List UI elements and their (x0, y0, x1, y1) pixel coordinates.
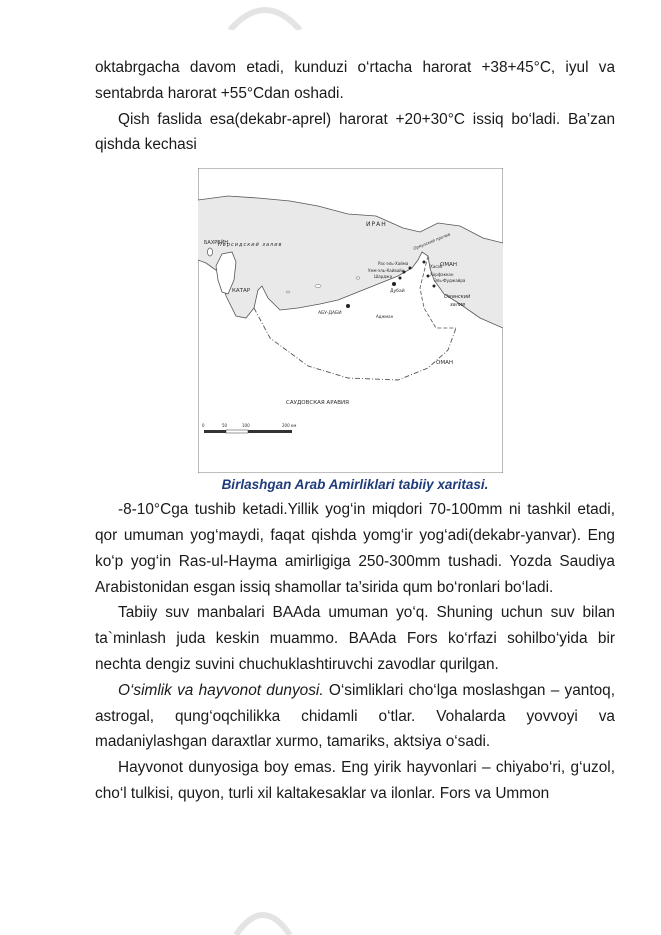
label-abu-dhabi: АБУ-ДАБИ (318, 311, 342, 317)
paragraph-5 (95, 678, 615, 755)
document-page (95, 55, 615, 807)
section-term: O‘simlik va hayvonot dunyosi. (118, 681, 324, 699)
scale-tick-0: 0 (202, 423, 205, 429)
label-ras-al-khaimah: Рас-эль-Хайма (378, 261, 409, 267)
label-persian-gulf: Персидский залив (218, 242, 283, 249)
label-fujairah: Эль-Фуджайра (434, 278, 466, 284)
label-qatar: КАТАР (232, 288, 251, 295)
scale-tick-200: 200 км (282, 423, 297, 429)
figure-caption: Birlashgan Arab Amirliklari tabiiy xaritasi. (221, 477, 489, 493)
paragraph-1: oktabrgacha davom etadi, kunduzi o‘rtacha harorat +38+45°C, iyul va sentabrda harorat +55°Cdan oshadi. (95, 59, 615, 102)
label-gulf-of-oman-1: Оманский (444, 294, 471, 301)
scale-tick-100: 100 (242, 423, 250, 429)
label-bahrain: БАХРЕЙН (204, 240, 228, 247)
label-ajman: Аджман (376, 314, 394, 320)
label-hormuz-strait: Ормузский пролив (412, 231, 451, 252)
dubai-marker (392, 282, 396, 286)
label-khasab: Хасаб (430, 264, 443, 270)
label-saudi-arabia: САУДОВСКАЯ АРАВИЯ (286, 400, 349, 407)
uae-map-figure (198, 168, 503, 473)
label-gulf-of-oman-2: залив (450, 302, 466, 309)
paragraph-2: Qish faslida esa(dekabr-aprel) harorat +20+30°C issiq bo‘ladi. Ba’zan qishda kechasi (95, 110, 615, 154)
label-khor-fakkan: Хорфаккан (430, 272, 454, 278)
abu-dhabi-marker (346, 304, 350, 308)
scale-tick-50: 50 (222, 423, 228, 429)
paragraph-5-text: O‘simliklari cho‘lga moslashgan – yantoq, astrogal, qung‘oqchilikka chidamli o‘tlar. Vohalarda yovvoyi va madaniylashgan daraxtlar xurmo, tamariks, aktsiya o‘sadi. (95, 681, 615, 751)
label-sharjah: Шарджа (374, 274, 393, 280)
uae-map (198, 168, 503, 473)
label-oman-south: ОМАН (436, 360, 453, 367)
label-umm-al-quwain: Умм-эль-Кайвайн (368, 268, 405, 274)
paragraph-3: -8-10°Cga tushib ketadi.Yillik yog‘in miqdori 70-100mm ni tashkil etadi, qor umuman yog‘maydi, faqat qishda yomg‘ir yog‘adi(dekabr-yanvar). Eng ko‘p yog‘in Ras-ul-Hayma amirligiga 250-300mm tushadi. Yozda Saudiya Arabistonidan esgan issiq shamollar ta’sirida qum bo‘ronlari bo‘ladi. (95, 501, 615, 596)
paragraph-4: Tabiiy suv manbalari BAAda umuman yo‘q. Shuning uchun suv bilan ta`minlash juda keskin muammo. BAAda Fors ko‘rfazi sohilbo‘yida bir nechta dengiz suvini chuchuklashtiruvchi zavodlar qurilgan. (95, 604, 615, 673)
label-oman-north: ОМАН (440, 262, 457, 269)
watermark-top-icon (220, 0, 310, 30)
label-iran: ИРАН (366, 221, 387, 229)
label-dubai: Дубай (390, 289, 405, 295)
paragraph-6: Hayvonot dunyosiga boy emas. Eng yirik hayvonlari – chiyabo‘ri, g‘uzol, cho‘l tulkisi, quyon, turli xil kaltakesaklar va ilonlar. Fors va Ummon (95, 759, 615, 802)
watermark-bottom-icon (228, 895, 298, 935)
